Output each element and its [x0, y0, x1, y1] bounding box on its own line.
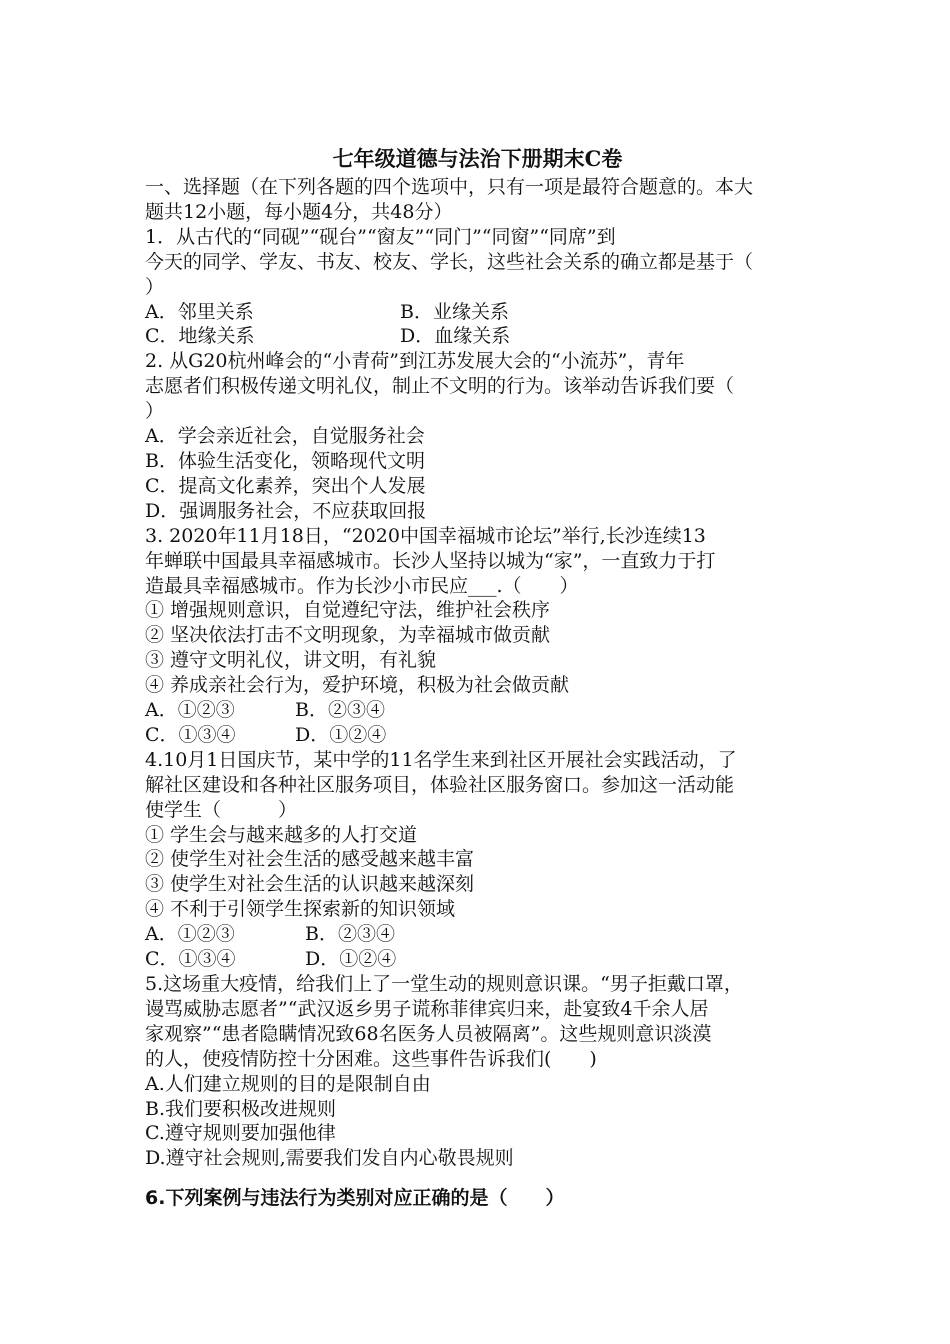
question-5-option-b: B.我们要积极改进规则	[145, 1097, 337, 1120]
question-2-stem: 2. 从G20杭州峰会的“小青荷”到江苏发展大会的“小流苏”，青年	[145, 350, 685, 373]
exam-content	[145, 145, 810, 1211]
question-4-option-d: D．①②④	[305, 948, 397, 971]
page-title: 七年级道德与法治下册期末C卷	[332, 146, 623, 171]
question-4-statement-3: ③ 使学生对社会生活的认识越来越深刻	[145, 873, 475, 896]
question-3-option-d: D．①②④	[295, 723, 387, 746]
question-1-stem-end: ）	[145, 275, 165, 298]
question-2-option-c: C．提高文化素养，突出个人发展	[145, 474, 426, 497]
question-5-stem-end: 的人，使疫情防控十分困难。这些事件告诉我们( )	[145, 1047, 597, 1070]
question-4-options-row-2	[145, 947, 810, 972]
question-4-stem-cont: 解社区建设和各种社区服务项目，体验社区服务窗口。参加这一活动能	[145, 773, 735, 796]
question-4-statement-1: ① 学生会与越来越多的人打交道	[145, 823, 418, 846]
question-1-option-b: B．业缘关系	[400, 300, 509, 323]
question-1-options-row-2	[145, 324, 810, 349]
question-4-stem: 4.10月1日国庆节，某中学的11名学生来到社区开展社会实践活动，了	[145, 748, 737, 771]
question-3-statement-2: ② 坚决依法打击不文明现象，为幸福城市做贡献	[145, 624, 551, 647]
question-3-statement-4: ④ 养成亲社会行为，爱护环境，积极为社会做贡献	[145, 674, 570, 697]
question-2-option-d: D．强调服务社会，不应获取回报	[145, 499, 427, 522]
question-2-option-a: A．学会亲近社会，自觉服务社会	[145, 425, 425, 448]
question-3-stem: 3. 2020年11月18日，“2020中国幸福城市论坛”举行,长沙连续13	[145, 524, 706, 547]
question-3-statement-3: ③ 遵守文明礼仪，讲文明，有礼貌	[145, 649, 437, 672]
question-2-stem-end: ）	[145, 400, 165, 423]
question-5-option-d: D.遵守社会规则,需要我们发自内心敬畏规则	[145, 1147, 514, 1170]
question-3-options-row-2	[145, 723, 810, 748]
question-5-option-a: A.人们建立规则的目的是限制自由	[145, 1072, 431, 1095]
question-5-stem-cont-1: 谩骂威胁志愿者”“武汉返乡男子谎称菲律宾归来，赴宴致4千余人居	[145, 997, 709, 1020]
question-2-stem-cont: 志愿者们积极传递文明礼仪，制止不文明的行为。该举动告诉我们要（	[145, 375, 735, 398]
question-1-options-row-1	[145, 300, 810, 325]
question-4-stem-end: 使学生（ ）	[145, 798, 298, 821]
question-5-stem-cont-2: 家观察”“患者隐瞒情况致68名医务人员被隔离”。这些规则意识淡漠	[145, 1022, 712, 1045]
question-5-option-c: C.遵守规则要加强他律	[145, 1122, 336, 1145]
question-4-option-a: A．①②③	[145, 923, 235, 946]
question-5-stem: 5.这场重大疫情，给我们上了一堂生动的规则意识课。“男子拒戴口罩，	[145, 973, 743, 995]
question-4-option-c: C．①③④	[145, 948, 236, 971]
question-3-option-b: B．②③④	[295, 699, 385, 722]
question-2-option-b: B．体验生活变化，领略现代文明	[145, 449, 425, 472]
question-1-option-a: A．邻里关系	[145, 300, 254, 323]
question-3-option-c: C．①③④	[145, 723, 236, 746]
question-4-statement-2: ② 使学生对社会生活的感受越来越丰富	[145, 848, 475, 871]
question-3-option-a: A．①②③	[145, 699, 235, 722]
question-4-statement-4: ④ 不利于引领学生探索新的知识领域	[145, 898, 456, 921]
question-6-stem: 6.下列案例与违法行为类别对应正确的是（ ）	[145, 1187, 565, 1210]
question-4-options-row-1	[145, 922, 810, 947]
question-3-options-row-1	[145, 698, 810, 723]
question-1-option-c: C．地缘关系	[145, 325, 255, 348]
question-1-option-d: D．血缘关系	[400, 325, 511, 348]
question-4-option-b: B．②③④	[305, 923, 395, 946]
section-instructions-cont: 题共12小题，每小题4分，共48分）	[145, 200, 453, 223]
question-3-stem-end: 造最具幸福感城市。作为长沙小市民应___.（ ）	[145, 574, 579, 597]
question-3-statement-1: ① 增强规则意识，自觉遵纪守法，维护社会秩序	[145, 599, 551, 622]
section-instructions: 一、选择题（在下列各题的四个选项中，只有一项是最符合题意的。本大	[145, 176, 754, 198]
question-1-stem: 1．从古代的“同砚”“砚台”“窗友”“同门”“同窗”“同席”到	[145, 225, 616, 248]
question-3-stem-cont: 年蝉联中国最具幸福感城市。长沙人坚持以城为“家”，一直致力于打	[145, 549, 716, 572]
question-1-stem-cont: 今天的同学、学友、书友、校友、学长，这些社会关系的确立都是基于（	[145, 250, 754, 273]
